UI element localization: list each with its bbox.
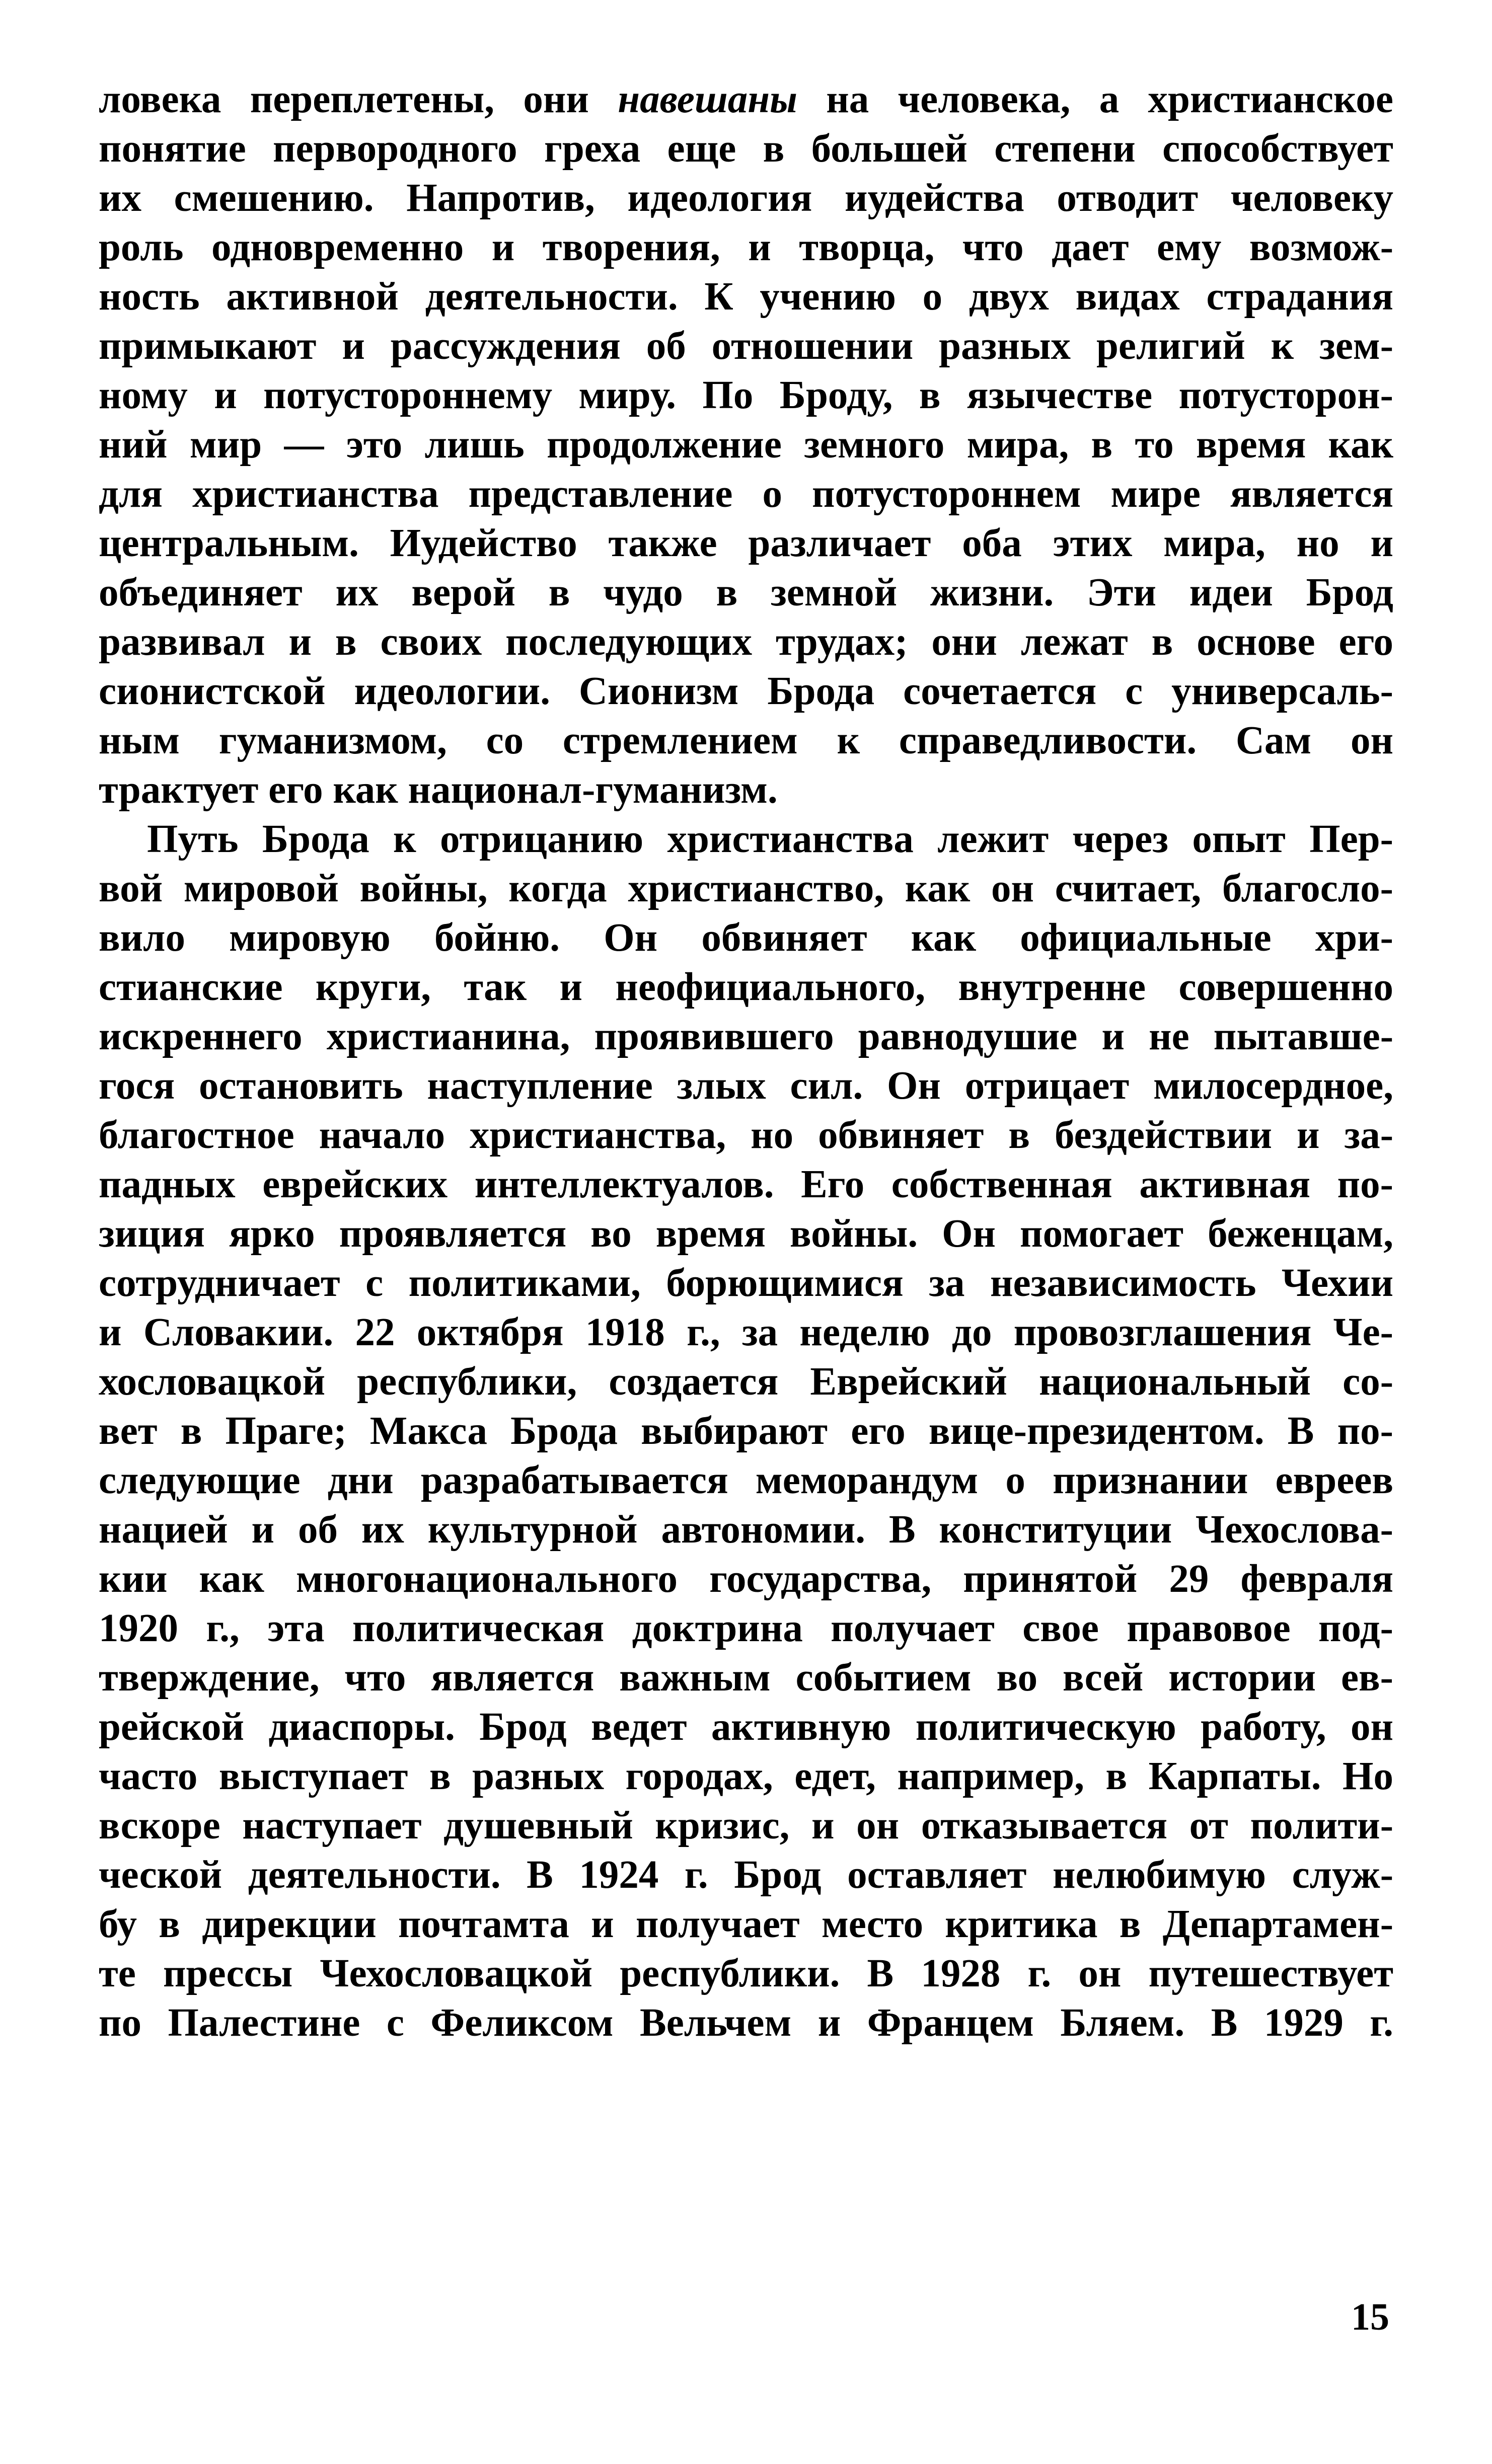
- text-line-8: ний мир — это лишь продолжение земного мира, в то время как: [99, 423, 1393, 467]
- text-line-30: нацией и об их культурной автономии. В конституции Чехослова-: [99, 1508, 1393, 1552]
- text-line-34: рейской диаспоры. Брод ведет активную политическую работу, он: [99, 1705, 1393, 1749]
- text-line-26: и Словакии. 22 октября 1918 г., за неделю до провозглашения Че-: [99, 1311, 1393, 1354]
- text-line-31: кии как многонационального государства, принятой 29 февраля: [99, 1557, 1393, 1601]
- text-line-5: ность активной деятельности. К учению о двух видах страдания: [99, 275, 1393, 319]
- text-line-39: те прессы Чехословацкой республики. В 1928 г. он путешествует: [99, 1952, 1393, 1995]
- text-line-40: по Палестине с Феликсом Вельчем и Францем Бляем. В 1929 г.: [99, 2001, 1393, 2045]
- text-line-16: Путь Брода к отрицанию христианства лежит через опыт Пер-: [147, 817, 1393, 861]
- text-line-6: примыкают и рассуждения об отношении разных религий к зем-: [99, 324, 1393, 368]
- text-line-13: сионистской идеологии. Сионизм Брода сочетается с универсаль-: [99, 669, 1393, 713]
- text-line-11: объединяет их верой в чудо в земной жизни. Эти идеи Брод: [99, 571, 1393, 614]
- text-line-17: вой мировой войны, когда христианство, как он считает, благосло-: [99, 867, 1393, 910]
- book-page: [99, 75, 1393, 2391]
- text-line-29: следующие дни разрабатывается меморандум о признании евреев: [99, 1458, 1393, 1502]
- italic-word: навешаны: [618, 78, 797, 121]
- text-line-19: стианские круги, так и неофициального, внутренне совершенно: [99, 965, 1393, 1009]
- text-line-37: ческой деятельности. В 1924 г. Брод оставляет нелюбимую служ-: [99, 1853, 1393, 1897]
- text-line-14: ным гуманизмом, со стремлением к справедливости. Сам он: [99, 719, 1393, 762]
- text-line-1: [99, 75, 1393, 124]
- text-line-23: падных еврейских интеллектуалов. Его собственная активная по-: [99, 1163, 1393, 1206]
- text-line-38: бу в дирекции почтамта и получает место критика в Департамен-: [99, 1902, 1393, 1946]
- text-line-15: трактует его как национал-гуманизм.: [99, 768, 778, 812]
- line-1-end: на человека, а христианское: [797, 78, 1393, 121]
- page-number: 15: [1351, 2296, 1389, 2338]
- text-line-3: их смешению. Напротив, идеология иудейства отводит человеку: [99, 176, 1393, 220]
- text-line-4: роль одновременно и творения, и творца, что дает ему возмож-: [99, 225, 1393, 269]
- text-line-9: для христианства представление о потустороннем мире является: [99, 472, 1393, 516]
- text-line-20: искреннего христианина, проявившего равнодушие и не пытавше-: [99, 1015, 1393, 1058]
- text-line-32: 1920 г., эта политическая доктрина получает свое правовое под-: [99, 1606, 1393, 1650]
- line-1-start: ловека переплетены, они: [99, 78, 618, 121]
- text-line-21: гося остановить наступление злых сил. Он отрицает милосердное,: [99, 1064, 1393, 1108]
- text-line-22: благостное начало христианства, но обвиняет в бездействии и за-: [99, 1113, 1393, 1157]
- text-line-36: вскоре наступает душевный кризис, и он отказывается от полити-: [99, 1804, 1393, 1847]
- text-line-10: центральным. Иудейство также различает оба этих мира, но и: [99, 521, 1393, 565]
- text-line-25: сотрудничает с политиками, борющимися за независимость Чехии: [99, 1261, 1393, 1305]
- text-line-33: тверждение, что является важным событием во всей истории ев-: [99, 1656, 1393, 1700]
- text-line-12: развивал и в своих последующих трудах; они лежат в основе его: [99, 620, 1393, 664]
- text-line-18: вило мировую бойню. Он обвиняет как официальные хри-: [99, 916, 1393, 960]
- text-line-28: вет в Праге; Макса Брода выбирают его вице-президентом. В по-: [99, 1409, 1393, 1453]
- text-line-24: зиция ярко проявляется во время войны. Он помогает беженцам,: [99, 1212, 1393, 1256]
- text-line-27: хословацкой республики, создается Еврейский национальный со-: [99, 1360, 1393, 1404]
- text-line-7: ному и потустороннему миру. По Броду, в язычестве потусторон-: [99, 373, 1393, 417]
- text-line-35: часто выступает в разных городах, едет, например, в Карпаты. Но: [99, 1754, 1393, 1798]
- text-line-2: понятие первородного греха еще в большей степени способствует: [99, 127, 1393, 171]
